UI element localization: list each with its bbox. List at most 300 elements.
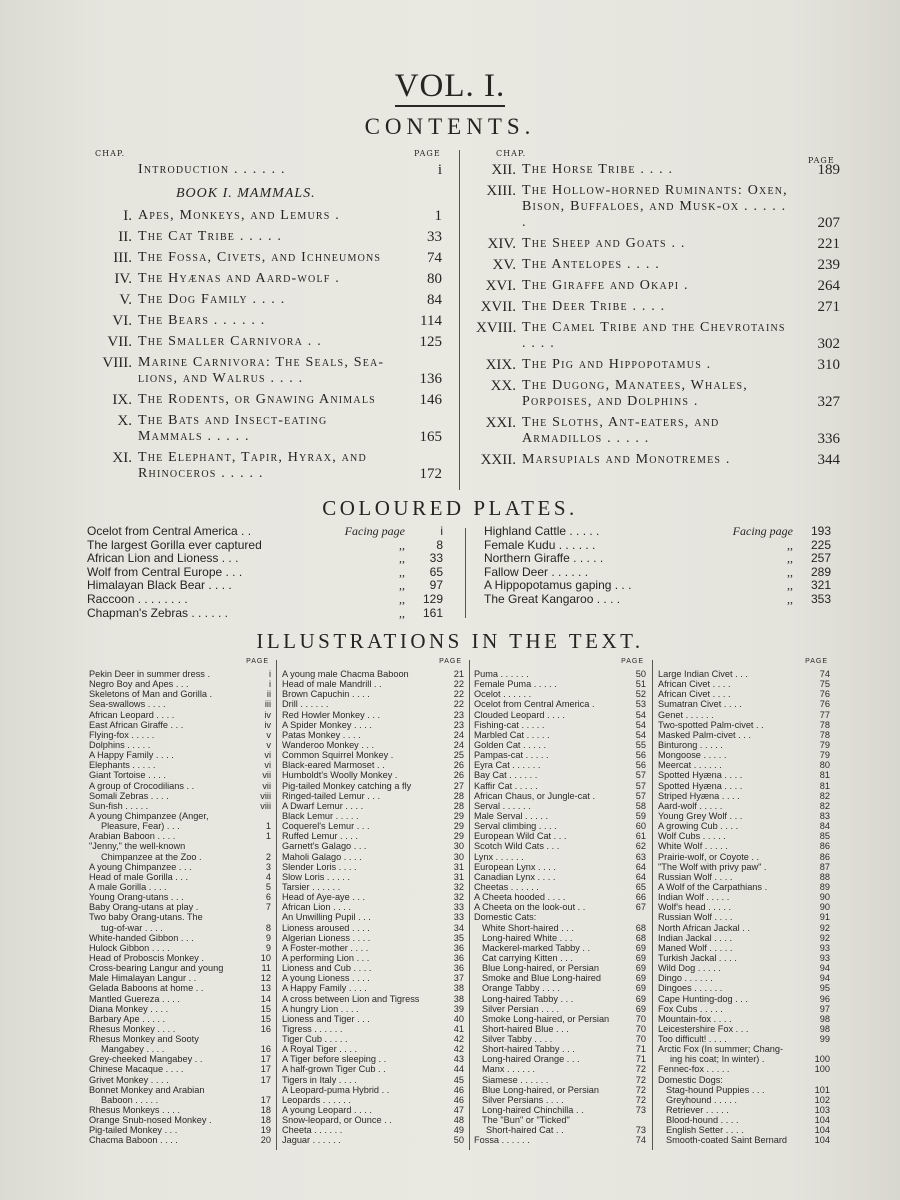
plate-entry bbox=[87, 607, 443, 621]
illustration-page: 41 bbox=[453, 1023, 464, 1034]
illustration-entry bbox=[658, 1105, 830, 1115]
illustration-page: 54 bbox=[635, 709, 646, 720]
illustration-entry bbox=[658, 973, 830, 983]
illustration-entry bbox=[282, 872, 464, 882]
illustration-page: 54 bbox=[635, 729, 646, 740]
illustration-page: 57 bbox=[635, 780, 646, 791]
illustration-entry bbox=[89, 689, 271, 699]
illustration-title: Puma . . . . . . bbox=[474, 669, 529, 679]
plate-name: African Lion and Lioness . . . bbox=[87, 551, 239, 566]
illustration-title: Maholi Galago . . . . bbox=[282, 851, 362, 862]
illustration-page: 48 bbox=[453, 1115, 464, 1126]
illustration-page: 68 bbox=[635, 922, 646, 933]
illustration-entry bbox=[89, 994, 271, 1004]
illustration-page: 69 bbox=[635, 983, 646, 994]
illustration-entry bbox=[282, 821, 464, 831]
illustration-entry bbox=[89, 1105, 271, 1115]
illustration-entry bbox=[474, 1095, 646, 1105]
illustration-entry bbox=[89, 1135, 271, 1145]
plate-name: Himalayan Black Bear . . . . bbox=[87, 578, 232, 593]
illustration-page: 78 bbox=[819, 729, 830, 740]
volume-heading: VOL. I. bbox=[0, 68, 900, 105]
illustration-entry bbox=[658, 1064, 830, 1074]
plate-entry bbox=[87, 552, 443, 566]
illustration-entry bbox=[474, 953, 646, 963]
illustration-entry bbox=[89, 953, 271, 963]
illustration-title: Blue Long-haired, or Persian bbox=[482, 1084, 599, 1095]
illustration-entry bbox=[282, 781, 464, 791]
illustration-entry bbox=[282, 740, 464, 750]
plate-entry bbox=[484, 552, 831, 566]
illustration-page: 78 bbox=[819, 719, 830, 730]
illustration-page: 37 bbox=[453, 973, 464, 984]
illustration-entry bbox=[658, 811, 830, 821]
plate-page-number: 129 bbox=[422, 591, 443, 606]
illustration-title: Sumatran Civet . . . . bbox=[658, 699, 742, 710]
toc-entry bbox=[92, 208, 442, 224]
illustration-title: African Civet . . . . bbox=[658, 689, 731, 700]
illustration-page: 76 bbox=[819, 699, 830, 710]
illustration-title: Siamese . . . . . . bbox=[482, 1074, 549, 1085]
illustration-title: Domestic Cats: bbox=[474, 912, 537, 923]
illustration-title: Barbary Ape . . . . . bbox=[89, 1013, 166, 1024]
plate-facing-page: ,, bbox=[787, 578, 793, 593]
illustration-page: 61 bbox=[635, 831, 646, 842]
illustration-page: 25 bbox=[453, 750, 464, 761]
illustration-entry bbox=[89, 1054, 271, 1064]
illustration-title: A male Gorilla . . . . bbox=[89, 881, 167, 892]
plate-entry bbox=[484, 579, 831, 593]
illustration-entry bbox=[474, 1044, 646, 1054]
illustration-title: Pleasure, Fear) . . . bbox=[101, 821, 180, 832]
toc-entry bbox=[92, 162, 442, 178]
plate-entry bbox=[484, 566, 831, 580]
illustration-entry bbox=[282, 1085, 464, 1095]
illustration-entry bbox=[89, 1085, 271, 1095]
illustration-entry bbox=[282, 841, 464, 851]
illustration-title: White-handed Gibbon . . . bbox=[89, 932, 194, 943]
toc-chapter-number: XX. bbox=[490, 378, 516, 394]
illustration-entry bbox=[658, 852, 830, 862]
illustration-entry bbox=[282, 882, 464, 892]
illustration-page: 91 bbox=[819, 912, 830, 923]
illustration-entry bbox=[89, 1115, 271, 1125]
toc-chapter-title: The Smaller Carnivora . . bbox=[138, 334, 322, 349]
illustration-entry bbox=[89, 923, 271, 933]
toc-page-number: 310 bbox=[817, 357, 840, 373]
toc-right-column bbox=[476, 158, 840, 468]
toc-chapter-title: The Bears . . . . . . bbox=[138, 313, 266, 328]
illustration-page: 69 bbox=[635, 993, 646, 1004]
plate-name: Northern Giraffe . . . . . bbox=[484, 551, 604, 566]
illustration-entry bbox=[474, 699, 646, 709]
illustration-title: Drill . . . . . . bbox=[282, 699, 329, 710]
illustration-entry bbox=[474, 1125, 646, 1135]
illustration-title: tug-of-war . . . . bbox=[101, 922, 163, 933]
illustration-page: iv bbox=[264, 719, 271, 730]
illustration-title: Spotted Hyæna . . . . bbox=[658, 770, 743, 781]
illustration-page: 80 bbox=[819, 760, 830, 771]
illustration-title: Binturong . . . . . bbox=[658, 739, 723, 750]
plate-page-number: i bbox=[440, 524, 443, 538]
toc-page-label-right: PAGE bbox=[808, 156, 835, 165]
illustrations-page-label: PAGE bbox=[246, 658, 269, 665]
illustration-page: 18 bbox=[260, 1115, 271, 1126]
illustration-title: A Spider Monkey . . . . bbox=[282, 719, 372, 730]
illustration-entry bbox=[89, 862, 271, 872]
illustration-title: Ocelot from Central America . bbox=[474, 699, 595, 710]
illustration-entry bbox=[282, 923, 464, 933]
plates-heading: COLOURED PLATES. bbox=[322, 496, 578, 520]
illustration-page: 63 bbox=[635, 851, 646, 862]
illustration-entry bbox=[474, 791, 646, 801]
plates-divider bbox=[465, 528, 466, 618]
illustration-title: Blue Long-haired, or Persian bbox=[482, 963, 599, 974]
illustration-title: Dingo . . . . . . bbox=[658, 973, 713, 984]
toc-entry bbox=[92, 392, 442, 408]
illustration-page: 10 bbox=[260, 952, 271, 963]
illustration-entry bbox=[89, 1004, 271, 1014]
illustration-page: 86 bbox=[819, 851, 830, 862]
illustration-page: 36 bbox=[453, 942, 464, 953]
illustration-entry bbox=[89, 730, 271, 740]
illustration-page: 38 bbox=[453, 983, 464, 994]
toc-chapter-title: The Hyænas and Aard-wolf . bbox=[138, 271, 340, 286]
illustration-entry bbox=[474, 933, 646, 943]
illustration-page: 21 bbox=[453, 669, 464, 679]
illustration-title: Canadian Lynx . . . . bbox=[474, 871, 556, 882]
illustration-title: African Leopard . . . . bbox=[89, 709, 175, 720]
illustration-title: Jaguar . . . . . . bbox=[282, 1135, 341, 1146]
illustration-title: Tigers in Italy . . . . bbox=[282, 1074, 357, 1085]
illustration-page: 98 bbox=[819, 1013, 830, 1024]
illustration-entry bbox=[282, 1004, 464, 1014]
toc-page-number: 33 bbox=[427, 229, 442, 245]
toc-entry bbox=[476, 320, 840, 352]
toc-entry bbox=[92, 334, 442, 350]
illustration-page: 67 bbox=[635, 902, 646, 913]
toc-entry bbox=[92, 313, 442, 329]
illustration-title: A Dwarf Lemur . . . . bbox=[282, 800, 364, 811]
illustration-entry bbox=[282, 689, 464, 699]
illustration-title: East African Giraffe . . . bbox=[89, 719, 184, 730]
illustration-entry bbox=[282, 943, 464, 953]
illustration-entry bbox=[658, 841, 830, 851]
illustration-entry bbox=[474, 811, 646, 821]
toc-chapter-title: The Pig and Hippopotamus . bbox=[522, 357, 712, 372]
illustration-page: 27 bbox=[453, 780, 464, 791]
illustration-page: 23 bbox=[453, 719, 464, 730]
illustration-entry bbox=[282, 1075, 464, 1085]
illustration-entry bbox=[474, 963, 646, 973]
plate-page-number: 353 bbox=[810, 591, 831, 606]
toc-chapter-title: The Dog Family . . . . bbox=[138, 292, 286, 307]
plate-name: Female Kudu . . . . . . bbox=[484, 537, 596, 552]
illustration-entry bbox=[282, 852, 464, 862]
toc-chapter-title: The Sloths, Ant-eaters, and Armadillos . . . . . bbox=[522, 415, 720, 446]
illustration-entry bbox=[89, 1014, 271, 1024]
illustrations-column-3 bbox=[474, 658, 646, 1146]
illustration-page: 13 bbox=[260, 983, 271, 994]
illustration-title: North African Jackal . . bbox=[658, 922, 750, 933]
plate-page-number: 193 bbox=[810, 524, 831, 538]
toc-chap-label-left: CHAP. bbox=[95, 149, 126, 158]
illustration-title: Smoke and Blue Long-haired bbox=[482, 973, 602, 984]
illustration-page: v bbox=[266, 729, 271, 740]
illustration-entry bbox=[89, 740, 271, 750]
toc-chapter-number: XXI. bbox=[485, 415, 516, 431]
illustration-title: Cheetas . . . . . . bbox=[474, 881, 539, 892]
illustration-title: A Royal Tiger . . . . bbox=[282, 1044, 358, 1055]
illustration-entry bbox=[474, 1105, 646, 1115]
illustration-page: 1 bbox=[265, 821, 271, 832]
illustration-title: Large Indian Civet . . . bbox=[658, 669, 748, 679]
illustration-entry bbox=[89, 983, 271, 993]
illustration-page: v bbox=[266, 739, 271, 750]
illustration-title: Mantled Guereza . . . . bbox=[89, 993, 180, 1004]
toc-page-number: 302 bbox=[817, 336, 840, 352]
illustration-title: Serval climbing . . . . bbox=[474, 821, 557, 832]
illustration-title: Short-haired Blue . . . bbox=[482, 1023, 569, 1034]
illustrations-heading: ILLUSTRATIONS IN THE TEXT. bbox=[256, 629, 644, 653]
illustration-title: Blood-hound . . . . bbox=[666, 1115, 739, 1126]
illustration-entry bbox=[89, 963, 271, 973]
illustration-entry bbox=[282, 953, 464, 963]
illustration-title: Striped Hyæna . . . . bbox=[658, 790, 740, 801]
toc-page-number: 271 bbox=[817, 299, 840, 315]
plate-name: The largest Gorilla ever captured bbox=[87, 537, 262, 552]
illustration-page: 17 bbox=[260, 1074, 271, 1085]
toc-chapter-title: Marine Carnivora: The Seals, Sea-lions, and Walrus . . . . bbox=[138, 355, 385, 386]
toc-chapter-title: The Giraffe and Okapi . bbox=[522, 278, 689, 293]
illustration-title: Head of Proboscis Monkey . bbox=[89, 952, 204, 963]
illustration-page: 22 bbox=[453, 679, 464, 690]
illustration-title: Fennec-fox . . . . . bbox=[658, 1064, 730, 1075]
illustration-entry bbox=[474, 973, 646, 983]
illustration-page: 17 bbox=[260, 1064, 271, 1075]
toc-chapter-title: The Horse Tribe . . . . bbox=[522, 162, 674, 177]
toc-chapter-number: XII. bbox=[491, 162, 516, 178]
toc-entry bbox=[476, 278, 840, 294]
illustration-title: "The Wolf with privy paw" . bbox=[658, 861, 767, 872]
plate-page-number: 321 bbox=[810, 578, 831, 593]
toc-chapter-number: XI. bbox=[112, 450, 132, 466]
illustration-page: 72 bbox=[635, 1094, 646, 1105]
illustration-title: Tiger Cub . . . . . bbox=[282, 1034, 348, 1045]
illustration-entry bbox=[658, 953, 830, 963]
toc-chapter-title: Apes, Monkeys, and Lemurs . bbox=[138, 208, 340, 223]
illustration-title: Gelada Baboons at home . . bbox=[89, 983, 204, 994]
illustration-page: 36 bbox=[453, 952, 464, 963]
illustration-page: 104 bbox=[814, 1115, 830, 1126]
illustration-title: Chinese Macaque . . . . bbox=[89, 1064, 184, 1075]
illustration-entry bbox=[474, 1054, 646, 1064]
plate-facing-page: ,, bbox=[399, 551, 405, 566]
illustration-title: Wolf Cubs . . . . . bbox=[658, 831, 726, 842]
illustration-page: 65 bbox=[635, 881, 646, 892]
illustration-title: Head of male Mandrill . . bbox=[282, 679, 382, 690]
illustration-entry bbox=[282, 801, 464, 811]
illustration-title: Red Howler Monkey . . . bbox=[282, 709, 381, 720]
illustration-entry bbox=[89, 811, 271, 821]
illustration-title: Male Serval . . . . . bbox=[474, 810, 549, 821]
illustration-page: 36 bbox=[453, 963, 464, 974]
illustration-entry bbox=[282, 1024, 464, 1034]
plate-entry bbox=[484, 539, 831, 553]
illustration-entry bbox=[89, 710, 271, 720]
illustration-page: 69 bbox=[635, 973, 646, 984]
illustration-title: Snow-leopard, or Ounce . . bbox=[282, 1115, 392, 1126]
illustration-page: 46 bbox=[453, 1094, 464, 1105]
toc-chapter-number: XV. bbox=[492, 257, 516, 273]
illustration-entry bbox=[474, 872, 646, 882]
illustration-entry bbox=[658, 1115, 830, 1125]
toc-page-number: 125 bbox=[419, 334, 442, 350]
illustration-title: Cat carrying Kitten . . . bbox=[482, 952, 573, 963]
illustration-entry bbox=[658, 1034, 830, 1044]
illustration-entry bbox=[282, 760, 464, 770]
illustration-page: 60 bbox=[635, 821, 646, 832]
illustration-entry bbox=[89, 781, 271, 791]
illustration-page: 83 bbox=[819, 810, 830, 821]
illustration-title: Lynx . . . . . . bbox=[474, 851, 524, 862]
illustration-title: Domestic Dogs: bbox=[658, 1074, 723, 1085]
illustration-title: Fossa . . . . . . bbox=[474, 1135, 530, 1146]
plate-page-number: 257 bbox=[810, 551, 831, 566]
illustration-entry bbox=[658, 1075, 830, 1085]
illustration-entry bbox=[89, 933, 271, 943]
illustration-title: Pekin Deer in summer dress . bbox=[89, 669, 211, 679]
illustration-entry bbox=[474, 983, 646, 993]
plate-facing-page: ,, bbox=[399, 605, 405, 620]
illustration-entry bbox=[282, 710, 464, 720]
illustration-entry bbox=[474, 710, 646, 720]
illustration-title: Indian Jackal . . . . bbox=[658, 932, 733, 943]
illustration-title: A Foster-mother . . . . bbox=[282, 942, 369, 953]
illustration-entry bbox=[282, 811, 464, 821]
illustration-entry bbox=[89, 872, 271, 882]
illustration-entry bbox=[474, 1004, 646, 1014]
illustration-title: Pig-tailed Monkey catching a fly bbox=[282, 780, 412, 791]
illustration-title: Young Grey Wolf . . . bbox=[658, 810, 743, 821]
illustration-title: Lioness aroused . . . . bbox=[282, 922, 370, 933]
illustration-page: 47 bbox=[453, 1105, 464, 1116]
illustration-page: 59 bbox=[635, 810, 646, 821]
illustration-page: 50 bbox=[453, 1135, 464, 1146]
illustration-entry bbox=[658, 862, 830, 872]
plate-facing-page: ,, bbox=[399, 537, 405, 552]
illustration-title: Fishing-cat . . . . . bbox=[474, 719, 545, 730]
illustration-page: 30 bbox=[453, 841, 464, 852]
illustration-page: 1 bbox=[265, 831, 271, 842]
plate-facing-page: ,, bbox=[787, 551, 793, 566]
illustration-entry bbox=[89, 912, 271, 922]
illustration-page: 70 bbox=[635, 1013, 646, 1024]
illustration-entry bbox=[282, 770, 464, 780]
illustration-entry bbox=[658, 821, 830, 831]
illustration-title: Black-eared Marmoset . . bbox=[282, 760, 385, 771]
toc-chapter-title: The Cat Tribe . . . . . bbox=[138, 229, 283, 244]
plate-facing-page: ,, bbox=[787, 591, 793, 606]
illustration-page: 16 bbox=[260, 1044, 271, 1055]
toc-page-number: 336 bbox=[817, 431, 840, 447]
illustration-page: 38 bbox=[453, 993, 464, 1004]
illustration-title: A young Lioness . . . . bbox=[282, 973, 370, 984]
plate-entry bbox=[87, 566, 443, 580]
illustration-page: 52 bbox=[635, 689, 646, 700]
illustration-entry bbox=[474, 689, 646, 699]
illustration-page: 98 bbox=[819, 1023, 830, 1034]
illustration-entry bbox=[658, 892, 830, 902]
illustration-page: 53 bbox=[635, 699, 646, 710]
illustration-page: 24 bbox=[453, 739, 464, 750]
toc-page-number: 239 bbox=[817, 257, 840, 273]
illustration-entry bbox=[474, 1064, 646, 1074]
illustration-title: A Cheeta on the look-out . . bbox=[474, 902, 586, 913]
illustrations-page-label: PAGE bbox=[621, 658, 644, 665]
illustration-page: 66 bbox=[635, 892, 646, 903]
illustration-entry bbox=[658, 791, 830, 801]
illustration-page: 43 bbox=[453, 1054, 464, 1065]
illustration-page: 56 bbox=[635, 760, 646, 771]
illustration-page: 69 bbox=[635, 952, 646, 963]
illustration-entry bbox=[474, 1014, 646, 1024]
toc-chap-label-right: CHAP. bbox=[496, 149, 527, 158]
illustration-page: iii bbox=[264, 699, 271, 710]
illustration-title: A Happy Family . . . . bbox=[282, 983, 367, 994]
illustration-page: 95 bbox=[819, 983, 830, 994]
plate-entry bbox=[484, 593, 831, 607]
illustration-title: Manx . . . . . . bbox=[482, 1064, 536, 1075]
illustration-title: Leopards . . . . . . bbox=[282, 1094, 351, 1105]
illustration-title: Common Squirrel Monkey . bbox=[282, 750, 394, 761]
illustration-entry bbox=[89, 791, 271, 801]
illustration-page: 11 bbox=[261, 963, 271, 974]
plate-page-number: 33 bbox=[429, 551, 443, 566]
toc-chapter-number: IX. bbox=[112, 392, 132, 408]
toc-chapter-title: The Elephant, Tapir, Hyrax, and Rhinoceros . . . . . bbox=[138, 450, 367, 481]
illustration-page: 28 bbox=[453, 800, 464, 811]
illustration-entry bbox=[658, 1004, 830, 1014]
illustration-title: Skeletons of Man and Gorilla . bbox=[89, 689, 213, 700]
illustration-title: Patas Monkey . . . . bbox=[282, 729, 361, 740]
illustration-page: 81 bbox=[819, 780, 830, 791]
illustration-title: Coquerel's Lemur . . . bbox=[282, 821, 370, 832]
illustration-page: ii bbox=[266, 689, 271, 700]
plate-facing-page: ,, bbox=[787, 564, 793, 579]
illustration-title: Rhesus Monkeys . . . . bbox=[89, 1105, 180, 1116]
illustration-entry bbox=[282, 1054, 464, 1064]
illustration-title: Scotch Wild Cats . . . bbox=[474, 841, 560, 852]
illustration-entry bbox=[658, 1085, 830, 1095]
toc-page-number: 80 bbox=[427, 271, 442, 287]
illustration-page: 31 bbox=[453, 871, 464, 882]
illustration-title: A growing Cub . . . . bbox=[658, 821, 739, 832]
toc-chapter-number: XIII. bbox=[486, 183, 516, 199]
illustration-page: 50 bbox=[635, 669, 646, 679]
illustration-title: The "Bun" or "Ticked" bbox=[482, 1115, 570, 1126]
illustration-title: Turkish Jackal . . . . bbox=[658, 952, 737, 963]
illustration-page: 70 bbox=[635, 1034, 646, 1045]
illustration-title: Long-haired Orange . . . bbox=[482, 1054, 580, 1065]
illustration-page: 40 bbox=[453, 1013, 464, 1024]
illustration-entry bbox=[474, 1034, 646, 1044]
illustration-entry bbox=[474, 750, 646, 760]
illustration-page: 39 bbox=[453, 1003, 464, 1014]
illustration-page: 28 bbox=[453, 790, 464, 801]
illustration-entry bbox=[658, 1095, 830, 1105]
illustration-entry bbox=[658, 710, 830, 720]
